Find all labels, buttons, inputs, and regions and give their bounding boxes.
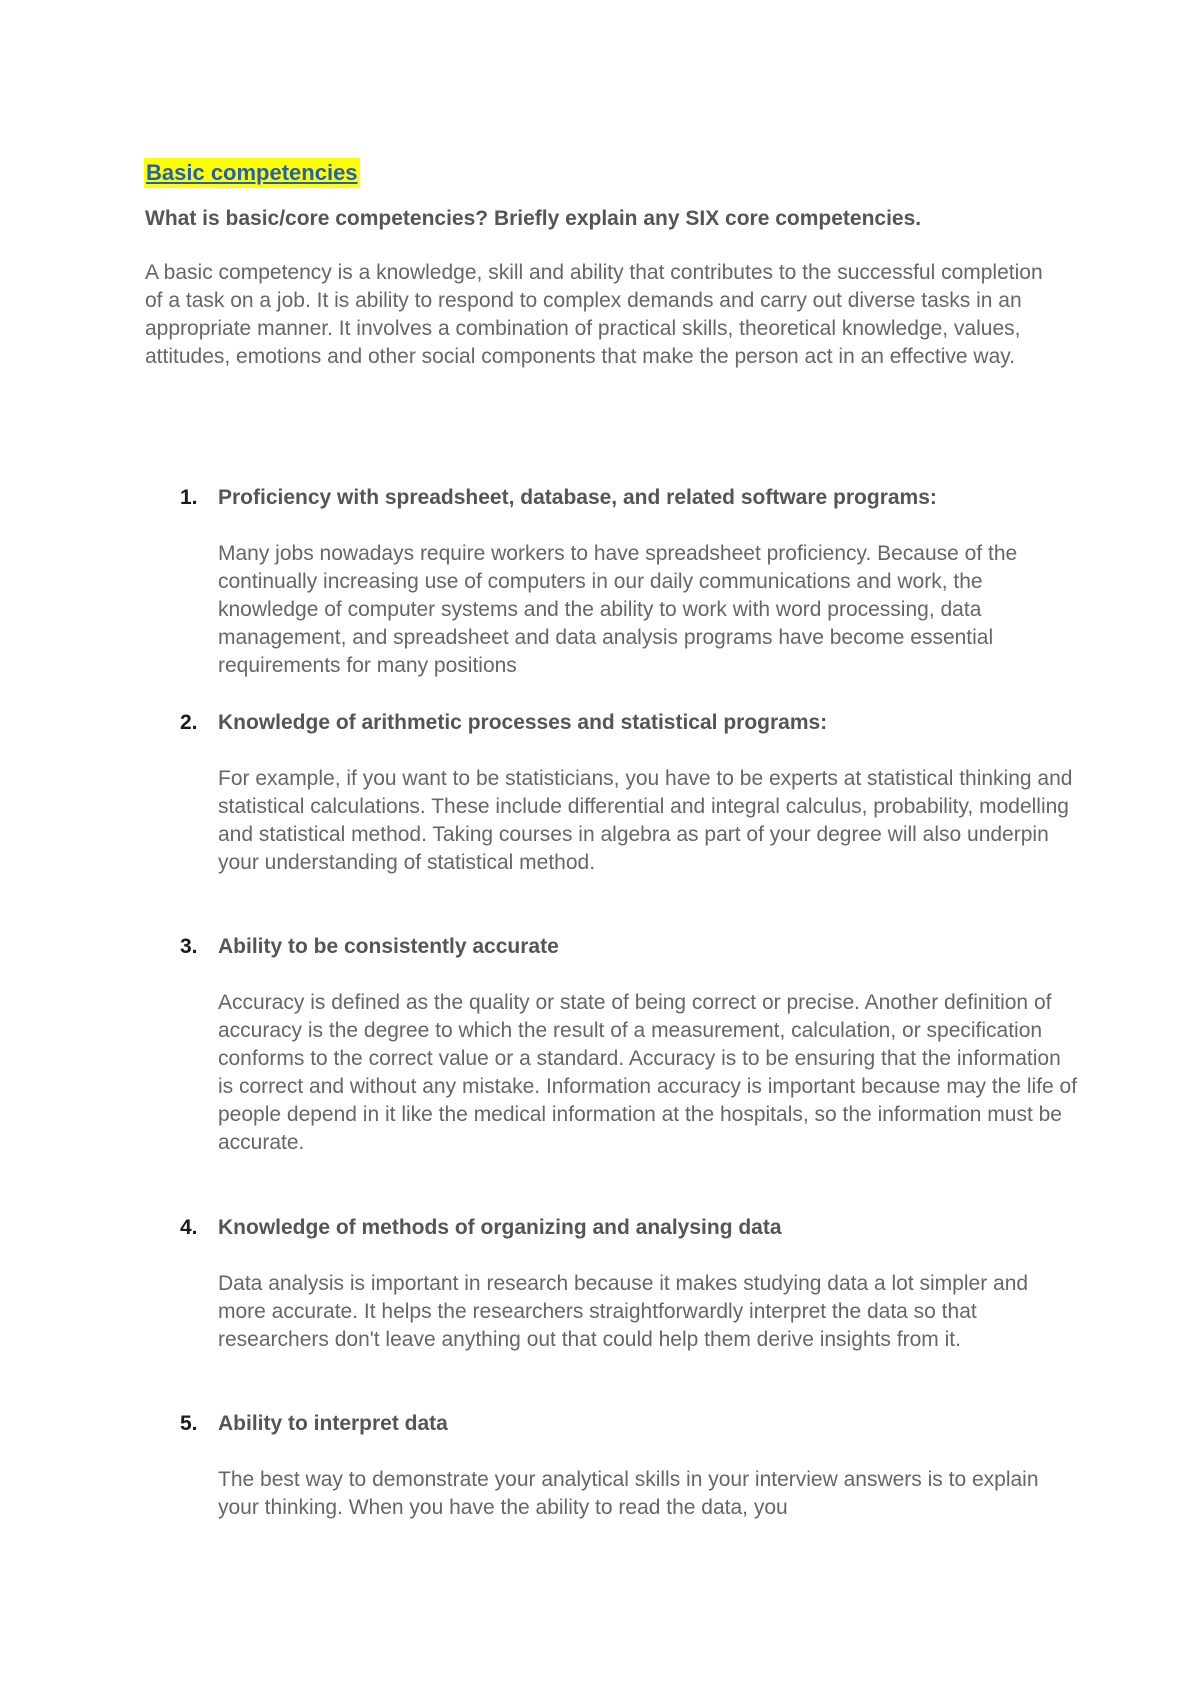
competency-body: Many jobs nowadays require workers to have spreadsheet proficiency. Because of the continually increasing use of computers in our daily communications and work, the knowledge of computer systems and the ability to work with word processing, data management, and spreadsheet and data analysis programs have become essential requirements for many positions bbox=[218, 542, 1018, 677]
competency-heading: Knowledge of methods of organizing and analysing data bbox=[218, 1216, 782, 1239]
question-heading: What is basic/core competencies? Briefly explain any SIX core competencies. bbox=[145, 207, 922, 230]
competency-heading: Knowledge of arithmetic processes and statistical programs: bbox=[218, 711, 828, 734]
competency-body: For example, if you want to be statisticians, you have to be experts at statistical thinking and statistical calculations. These include differential and integral calculus, probability, modelling and statistical method. Taking courses in algebra as part of your degree will also underpin your understanding of statistical method. bbox=[218, 767, 1073, 874]
intro-paragraph: A basic competency is a knowledge, skill and ability that contributes to the successful completion of a task on a job. It is ability to respond to complex demands and carry out diverse tasks in an appropriate manner. It involves a combination of practical skills, theoretical knowledge, values, attitudes, emotions and other social components that make the person act in an effective way. bbox=[145, 261, 1043, 368]
competency-number: 3. bbox=[180, 935, 198, 958]
competency-number: 1. bbox=[180, 486, 198, 509]
competency-body: Accuracy is defined as the quality or state of being correct or precise. Another definition of accuracy is the degree to which the result of a measurement, calculation, or specification conforms to the correct value or a standard. Accuracy is to be ensuring that the information is correct and without any mistake. Information accuracy is important because may the life of people depend in it like the medical information at the hospitals, so the information must be accurate. bbox=[218, 991, 1078, 1154]
competency-body: The best way to demonstrate your analytical skills in your interview answers is to explain your thinking. When you have the ability to read the data, you bbox=[218, 1468, 1039, 1519]
page-title: Basic competencies bbox=[144, 158, 360, 188]
competency-body: Data analysis is important in research because it makes studying data a lot simpler and more accurate. It helps the researchers straightforwardly interpret the data so that researchers don't leave anything out that could help them derive insights from it. bbox=[218, 1272, 1029, 1351]
competency-heading: Ability to interpret data bbox=[218, 1412, 448, 1435]
competency-number: 5. bbox=[180, 1412, 198, 1435]
competency-heading: Proficiency with spreadsheet, database, and related software programs: bbox=[218, 486, 937, 509]
competency-number: 4. bbox=[180, 1216, 198, 1239]
competency-number: 2. bbox=[180, 711, 198, 734]
competency-heading: Ability to be consistently accurate bbox=[218, 935, 559, 958]
